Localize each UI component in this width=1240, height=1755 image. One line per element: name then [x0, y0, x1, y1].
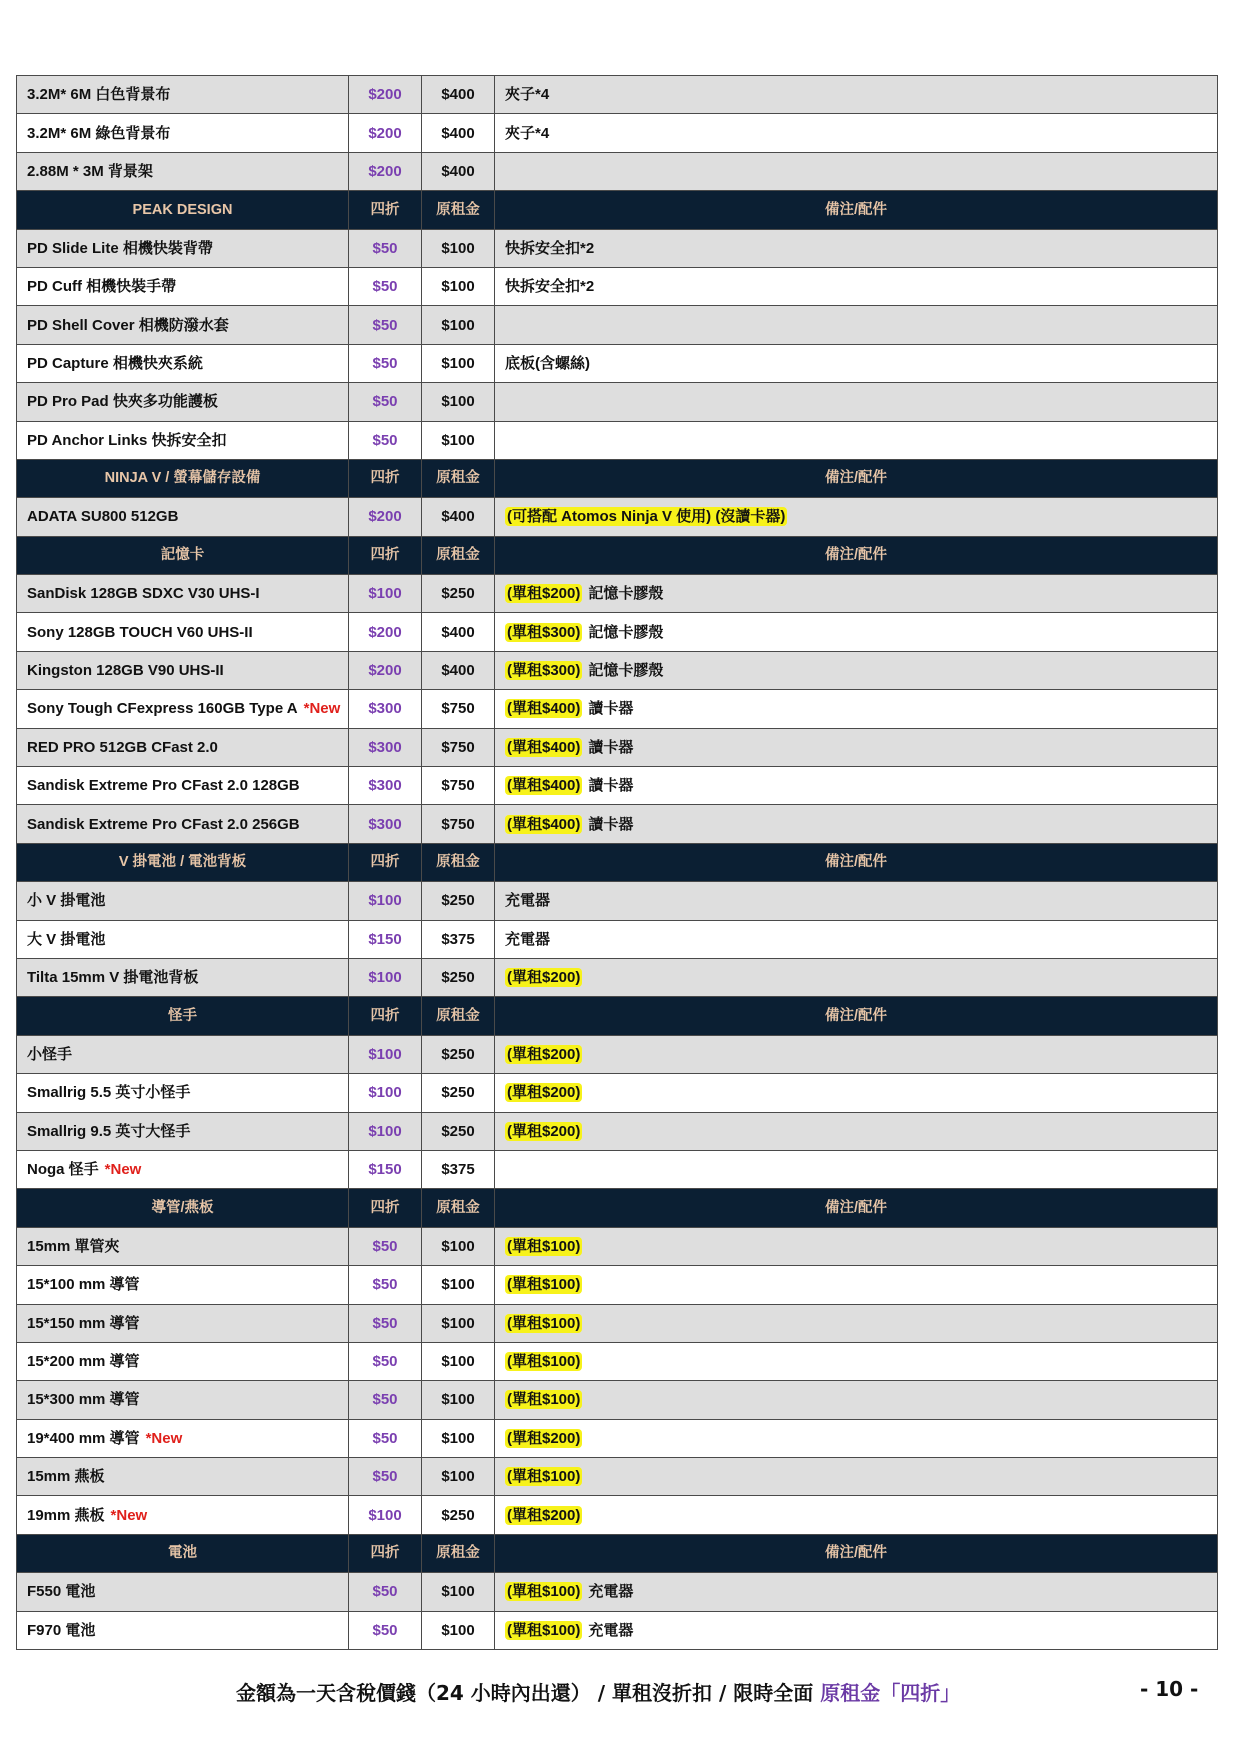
discount-price: $100 — [349, 882, 422, 920]
header-notes-label: 備注/配件 — [495, 997, 1218, 1035]
single-rent-highlight: (單租$200) — [507, 585, 581, 603]
header-discount-label: 四折 — [349, 997, 422, 1035]
item-name: RED PRO 512GB CFast 2.0 — [27, 738, 218, 756]
item-name-cell — [17, 882, 349, 920]
original-price: $100 — [422, 1342, 495, 1380]
discount-price: $200 — [349, 76, 422, 114]
original-price: $250 — [422, 1074, 495, 1112]
header-notes-label: 備注/配件 — [495, 191, 1218, 229]
original-price: $100 — [422, 344, 495, 382]
original-price: $250 — [422, 1112, 495, 1150]
original-price: $750 — [422, 728, 495, 766]
item-note-cell — [495, 229, 1218, 267]
header-notes-label: 備注/配件 — [495, 1534, 1218, 1572]
discount-price: $300 — [349, 690, 422, 728]
single-rent-highlight: (單租$400) — [507, 815, 581, 833]
item-note: 夾子*4 — [505, 124, 550, 142]
original-price: $250 — [422, 1496, 495, 1534]
discount-price: $100 — [349, 1496, 422, 1534]
single-rent-highlight: (單租$100) — [507, 1314, 581, 1332]
item-name-cell — [17, 728, 349, 766]
item-name: F550 電池 — [27, 1583, 96, 1601]
item-note-cell — [495, 805, 1218, 843]
item-name-cell — [17, 421, 349, 459]
item-name-cell — [17, 229, 349, 267]
single-rent-highlight: (單租$200) — [507, 1084, 581, 1102]
table-row — [17, 267, 1218, 305]
accessory-note: 讀卡器 — [588, 777, 634, 795]
accessory-note: 充電器 — [588, 1621, 634, 1639]
item-name-cell — [17, 344, 349, 382]
item-name-cell — [17, 575, 349, 613]
table-row — [17, 306, 1218, 344]
discount-price: $50 — [349, 306, 422, 344]
item-name-cell — [17, 1227, 349, 1265]
original-price: $100 — [422, 1611, 495, 1649]
item-name: Sandisk Extreme Pro CFast 2.0 128GB — [27, 777, 300, 795]
item-name-cell — [17, 1381, 349, 1419]
original-price: $400 — [422, 651, 495, 689]
original-price: $100 — [422, 1381, 495, 1419]
item-note-cell — [495, 1611, 1218, 1649]
discount-price: $300 — [349, 728, 422, 766]
discount-price: $50 — [349, 1227, 422, 1265]
discount-price: $50 — [349, 1381, 422, 1419]
header-original-label: 原租金 — [422, 843, 495, 881]
table-row — [17, 1227, 1218, 1265]
item-name: PD Capture 相機快夾系統 — [27, 354, 203, 372]
table-row — [17, 805, 1218, 843]
single-rent-highlight: (單租$200) — [507, 1506, 581, 1524]
section-header-row — [17, 191, 1218, 229]
item-name-cell — [17, 651, 349, 689]
header-discount-label: 四折 — [349, 1534, 422, 1572]
footer-note — [236, 1677, 960, 1706]
single-rent-highlight: (單租$100) — [507, 1237, 581, 1255]
item-name-cell — [17, 1035, 349, 1073]
new-badge: *New — [303, 700, 341, 718]
discount-price: $50 — [349, 383, 422, 421]
original-price: $100 — [422, 267, 495, 305]
item-note-cell — [495, 1112, 1218, 1150]
single-rent-highlight: (單租$200) — [507, 1122, 581, 1140]
table-row — [17, 1304, 1218, 1342]
item-name-cell — [17, 690, 349, 728]
section-title: 導管/燕板 — [17, 1189, 349, 1227]
item-note-cell — [495, 1573, 1218, 1611]
table-row — [17, 1266, 1218, 1304]
item-note: 底板(含螺絲) — [505, 354, 590, 372]
item-name: PD Anchor Links 快拆安全扣 — [27, 431, 227, 449]
table-row — [17, 1496, 1218, 1534]
item-name-cell — [17, 1496, 349, 1534]
discount-price: $50 — [349, 229, 422, 267]
discount-price: $50 — [349, 1304, 422, 1342]
table-row — [17, 958, 1218, 996]
item-note-cell — [495, 1150, 1218, 1188]
item-name-cell — [17, 1112, 349, 1150]
item-name-cell — [17, 498, 349, 536]
single-rent-highlight: (單租$200) — [507, 1045, 581, 1063]
original-price: $250 — [422, 575, 495, 613]
single-rent-highlight: (單租$100) — [507, 1276, 581, 1294]
original-price: $100 — [422, 306, 495, 344]
discount-price: $50 — [349, 1458, 422, 1496]
section-title: 電池 — [17, 1534, 349, 1572]
item-note-cell — [495, 76, 1218, 114]
original-price: $750 — [422, 805, 495, 843]
item-note-cell — [495, 1074, 1218, 1112]
item-name-cell — [17, 1304, 349, 1342]
single-rent-highlight: (單租$300) — [507, 662, 581, 680]
discount-price: $50 — [349, 267, 422, 305]
original-price: $375 — [422, 920, 495, 958]
item-name-cell — [17, 1611, 349, 1649]
table-row — [17, 1611, 1218, 1649]
section-header-row — [17, 459, 1218, 497]
item-note-cell — [495, 421, 1218, 459]
original-price: $400 — [422, 152, 495, 190]
item-name-cell — [17, 767, 349, 805]
accessory-note: 充電器 — [588, 1583, 634, 1601]
original-price: $400 — [422, 613, 495, 651]
item-name: 小怪手 — [27, 1045, 73, 1063]
item-name: Sony 128GB TOUCH V60 UHS-II — [27, 623, 253, 641]
item-name: 3.2M* 6M 白色背景布 — [27, 86, 171, 104]
item-name: Smallrig 5.5 英寸小怪手 — [27, 1084, 191, 1102]
item-note-cell — [495, 1458, 1218, 1496]
single-rent-highlight: (單租$400) — [507, 738, 581, 756]
table-row — [17, 1381, 1218, 1419]
discount-price: $50 — [349, 1266, 422, 1304]
page-footer — [0, 1677, 1240, 1707]
item-name-cell — [17, 383, 349, 421]
item-note-cell — [495, 728, 1218, 766]
item-name-cell — [17, 152, 349, 190]
discount-price: $100 — [349, 1035, 422, 1073]
table-row — [17, 1150, 1218, 1188]
original-price: $750 — [422, 690, 495, 728]
discount-price: $50 — [349, 344, 422, 382]
section-title: PEAK DESIGN — [17, 191, 349, 229]
discount-price: $100 — [349, 575, 422, 613]
table-row — [17, 920, 1218, 958]
section-header-row — [17, 843, 1218, 881]
rental-price-table-body — [17, 76, 1218, 1650]
item-name-cell — [17, 1150, 349, 1188]
new-badge: *New — [110, 1506, 148, 1524]
discount-price: $150 — [349, 920, 422, 958]
single-rent-highlight: (單租$400) — [507, 700, 581, 718]
item-note-cell — [495, 344, 1218, 382]
single-rent-highlight: (可搭配 Atomos Ninja V 使用) (沒讀卡器) — [507, 508, 786, 526]
table-row — [17, 613, 1218, 651]
discount-price: $200 — [349, 613, 422, 651]
table-row — [17, 728, 1218, 766]
single-rent-highlight: (單租$100) — [507, 1583, 581, 1601]
item-name: 2.88M * 3M 背景架 — [27, 162, 153, 180]
item-name: 15mm 燕板 — [27, 1468, 105, 1486]
section-title: 記憶卡 — [17, 536, 349, 574]
original-price: $375 — [422, 1150, 495, 1188]
item-note-cell — [495, 690, 1218, 728]
discount-price: $300 — [349, 767, 422, 805]
item-name: Sony Tough CFexpress 160GB Type A — [27, 700, 298, 718]
item-note-cell — [495, 920, 1218, 958]
item-name-cell — [17, 1074, 349, 1112]
original-price: $750 — [422, 767, 495, 805]
item-name-cell — [17, 114, 349, 152]
table-row — [17, 575, 1218, 613]
header-original-label: 原租金 — [422, 997, 495, 1035]
table-row — [17, 421, 1218, 459]
accessory-note: 讀卡器 — [588, 700, 634, 718]
header-original-label: 原租金 — [422, 536, 495, 574]
section-title: NINJA V / 螢幕儲存設備 — [17, 459, 349, 497]
item-name: 小 V 掛電池 — [27, 892, 106, 910]
new-badge: *New — [145, 1429, 183, 1447]
discount-price: $100 — [349, 958, 422, 996]
original-price: $100 — [422, 229, 495, 267]
item-note-cell — [495, 383, 1218, 421]
table-row — [17, 767, 1218, 805]
page-number: - 10 - — [1140, 1677, 1199, 1701]
table-row — [17, 383, 1218, 421]
item-name: 15*150 mm 導管 — [27, 1314, 140, 1332]
table-row — [17, 1573, 1218, 1611]
item-note-cell — [495, 651, 1218, 689]
header-original-label: 原租金 — [422, 1189, 495, 1227]
single-rent-highlight: (單租$100) — [507, 1621, 581, 1639]
item-name: SanDisk 128GB SDXC V30 UHS-I — [27, 585, 260, 603]
accessory-note: 記憶卡膠殼 — [588, 623, 664, 641]
table-row — [17, 114, 1218, 152]
item-name-cell — [17, 1458, 349, 1496]
item-name-cell — [17, 920, 349, 958]
item-name-cell — [17, 958, 349, 996]
item-name-cell — [17, 306, 349, 344]
item-name: Smallrig 9.5 英寸大怪手 — [27, 1122, 191, 1140]
item-name-cell — [17, 76, 349, 114]
original-price: $400 — [422, 76, 495, 114]
section-header-row — [17, 1534, 1218, 1572]
item-note: 快拆安全扣*2 — [505, 278, 595, 296]
item-name: Kingston 128GB V90 UHS-II — [27, 662, 224, 680]
accessory-note: 讀卡器 — [588, 815, 634, 833]
item-name: 15*300 mm 導管 — [27, 1391, 140, 1409]
item-note-cell — [495, 152, 1218, 190]
discount-price: $200 — [349, 498, 422, 536]
single-rent-highlight: (單租$100) — [507, 1391, 581, 1409]
item-note-cell — [495, 1381, 1218, 1419]
header-notes-label: 備注/配件 — [495, 536, 1218, 574]
table-row — [17, 1074, 1218, 1112]
original-price: $250 — [422, 1035, 495, 1073]
item-name: 15mm 單管夾 — [27, 1237, 120, 1255]
item-note-cell — [495, 1266, 1218, 1304]
single-rent-highlight: (單租$400) — [507, 777, 581, 795]
accessory-note: 讀卡器 — [588, 738, 634, 756]
discount-price: $200 — [349, 114, 422, 152]
discount-price: $50 — [349, 1419, 422, 1457]
discount-price: $50 — [349, 1342, 422, 1380]
item-note-cell — [495, 882, 1218, 920]
item-name: 19mm 燕板 — [27, 1506, 105, 1524]
single-rent-highlight: (單租$200) — [507, 1429, 581, 1447]
original-price: $250 — [422, 958, 495, 996]
original-price: $100 — [422, 1573, 495, 1611]
item-name-cell — [17, 1342, 349, 1380]
item-name: 大 V 掛電池 — [27, 930, 106, 948]
item-note-cell — [495, 575, 1218, 613]
discount-price: $100 — [349, 1112, 422, 1150]
item-name: Tilta 15mm V 掛電池背板 — [27, 969, 199, 987]
header-notes-label: 備注/配件 — [495, 1189, 1218, 1227]
single-rent-highlight: (單租$100) — [507, 1353, 581, 1371]
section-header-row — [17, 536, 1218, 574]
table-row — [17, 1419, 1218, 1457]
item-note: 充電器 — [505, 930, 551, 948]
table-row — [17, 498, 1218, 536]
header-original-label: 原租金 — [422, 1534, 495, 1572]
original-price: $400 — [422, 114, 495, 152]
item-name: ADATA SU800 512GB — [27, 508, 179, 526]
single-rent-highlight: (單租$100) — [507, 1468, 581, 1486]
item-name-cell — [17, 613, 349, 651]
original-price: $100 — [422, 421, 495, 459]
item-name: PD Pro Pad 快夾多功能護板 — [27, 393, 218, 411]
header-discount-label: 四折 — [349, 536, 422, 574]
single-rent-highlight: (單租$300) — [507, 623, 581, 641]
item-note: 快拆安全扣*2 — [505, 239, 595, 257]
table-row — [17, 882, 1218, 920]
item-name: 3.2M* 6M 綠色背景布 — [27, 124, 171, 142]
table-row — [17, 1458, 1218, 1496]
item-name-cell — [17, 267, 349, 305]
item-name: PD Slide Lite 相機快裝背帶 — [27, 239, 213, 257]
original-price: $250 — [422, 882, 495, 920]
item-note-cell — [495, 767, 1218, 805]
header-discount-label: 四折 — [349, 1189, 422, 1227]
new-badge: *New — [104, 1161, 142, 1179]
original-price: $100 — [422, 383, 495, 421]
item-note: 充電器 — [505, 892, 551, 910]
item-note-cell — [495, 1419, 1218, 1457]
discount-price: $200 — [349, 152, 422, 190]
item-name-cell — [17, 805, 349, 843]
header-original-label: 原租金 — [422, 191, 495, 229]
header-discount-label: 四折 — [349, 459, 422, 497]
original-price: $100 — [422, 1227, 495, 1265]
original-price: $100 — [422, 1419, 495, 1457]
item-note-cell — [495, 1227, 1218, 1265]
original-price: $100 — [422, 1266, 495, 1304]
discount-price: $100 — [349, 1074, 422, 1112]
discount-price: $300 — [349, 805, 422, 843]
original-price: $100 — [422, 1304, 495, 1342]
header-discount-label: 四折 — [349, 843, 422, 881]
header-original-label: 原租金 — [422, 459, 495, 497]
item-note-cell — [495, 613, 1218, 651]
item-note-cell — [495, 958, 1218, 996]
table-row — [17, 344, 1218, 382]
section-header-row — [17, 1189, 1218, 1227]
item-note-cell — [495, 1035, 1218, 1073]
table-row — [17, 229, 1218, 267]
accessory-note: 記憶卡膠殼 — [588, 662, 664, 680]
item-note-cell — [495, 1304, 1218, 1342]
item-note-cell — [495, 1496, 1218, 1534]
item-name: 19*400 mm 導管 — [27, 1429, 140, 1447]
discount-price: $150 — [349, 1150, 422, 1188]
section-title: V 掛電池 / 電池背板 — [17, 843, 349, 881]
item-name-cell — [17, 1573, 349, 1611]
item-name: 15*200 mm 導管 — [27, 1353, 140, 1371]
item-note: 夾子*4 — [505, 86, 550, 104]
table-row — [17, 1342, 1218, 1380]
item-name: Sandisk Extreme Pro CFast 2.0 256GB — [27, 815, 300, 833]
table-row — [17, 651, 1218, 689]
section-title: 怪手 — [17, 997, 349, 1035]
item-name: Noga 怪手 — [27, 1161, 99, 1179]
header-notes-label: 備注/配件 — [495, 843, 1218, 881]
section-header-row — [17, 997, 1218, 1035]
item-note-cell — [495, 114, 1218, 152]
single-rent-highlight: (單租$200) — [507, 969, 581, 987]
footer-note-main: 金額為一天含稅價錢（24 小時內出還） / 單租沒折扣 / 限時全面 — [236, 1681, 814, 1705]
discount-price: $50 — [349, 1611, 422, 1649]
rental-price-table — [16, 75, 1218, 1650]
item-name-cell — [17, 1419, 349, 1457]
table-row — [17, 76, 1218, 114]
item-note-cell — [495, 1342, 1218, 1380]
table-row — [17, 1112, 1218, 1150]
accessory-note: 記憶卡膠殼 — [588, 585, 664, 603]
header-notes-label: 備注/配件 — [495, 459, 1218, 497]
item-note-cell — [495, 498, 1218, 536]
discount-price: $50 — [349, 421, 422, 459]
item-note-cell — [495, 306, 1218, 344]
discount-price: $200 — [349, 651, 422, 689]
item-name: F970 電池 — [27, 1621, 96, 1639]
item-name: PD Shell Cover 相機防潑水套 — [27, 316, 229, 334]
table-row — [17, 152, 1218, 190]
table-row — [17, 1035, 1218, 1073]
original-price: $100 — [422, 1458, 495, 1496]
item-name: 15*100 mm 導管 — [27, 1276, 140, 1294]
footer-note-highlight: 原租金「四折」 — [820, 1681, 961, 1705]
header-discount-label: 四折 — [349, 191, 422, 229]
original-price: $400 — [422, 498, 495, 536]
item-name: PD Cuff 相機快裝手帶 — [27, 278, 177, 296]
item-note-cell — [495, 267, 1218, 305]
table-row — [17, 690, 1218, 728]
discount-price: $50 — [349, 1573, 422, 1611]
item-name-cell — [17, 1266, 349, 1304]
